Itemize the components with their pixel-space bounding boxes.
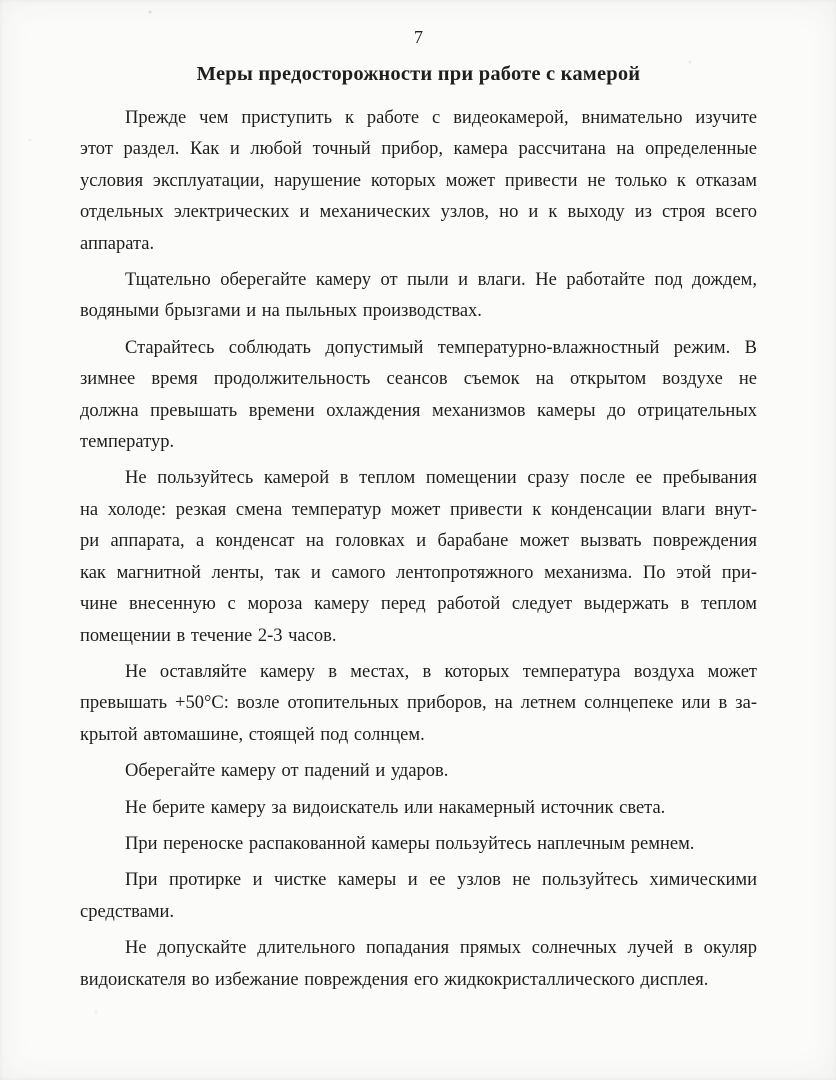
text-line: Прежде чем приступить к работе с видеокамерой, внимательно изучите (125, 108, 757, 128)
paragraph (80, 333, 757, 459)
text-line: средствами. (80, 901, 175, 922)
text-line: При переноске распакованной камеры пользуйтесь наплечным ремнем. (125, 833, 695, 854)
paragraph (80, 793, 757, 824)
text-line: Не пользуйтесь камерой в теплом помещении сразу после ее пребывания (125, 468, 757, 489)
text-line: водяными брызгами и на пыльных производствах. (80, 301, 482, 322)
page-number: 7 (414, 27, 423, 47)
text-line: этот раздел. Как и любой точный прибор, камера рассчитана на определенные (80, 139, 757, 160)
paragraph (80, 865, 757, 928)
text-line: крытой автомашине, стоящей под солнцем. (80, 724, 425, 745)
paragraph (80, 463, 757, 651)
text-line: зимнее время продолжительность сеансов съемок на открытом воздухе не (80, 369, 757, 390)
text-line: условия эксплуатации, нарушение которых может привести не только к отказам (80, 170, 757, 191)
paragraph (80, 829, 757, 860)
text-line: как магнитной ленты, так и самого лентопротяжного механизма. По этой при- (80, 562, 757, 583)
text-line: При протирке и чистке камеры и ее узлов не пользуйтесь химическими (125, 870, 757, 891)
paragraph (80, 103, 757, 260)
text-line: температур. (80, 432, 175, 453)
paragraph (80, 933, 757, 996)
text-line: помещении в течение 2-3 часов. (80, 625, 337, 646)
section-heading: Меры предосторожности при работе с камерой (196, 63, 641, 85)
paragraph (80, 657, 757, 751)
text-line: Не берите камеру за видоискатель или накамерный источник света. (125, 797, 666, 818)
text-line: чине внесенную с мороза камеру перед работой следует выдержать в теплом (80, 594, 757, 615)
text-line: Старайтесь соблюдать допустимый температурно-влажностный режим. В (125, 337, 757, 358)
text-line: превышать +50°С: возле отопительных приборов, на летнем солнцепеке или в за- (80, 693, 757, 714)
text-line: на холоде: резкая смена температур может привести к конденсации влаги внут- (80, 499, 757, 520)
text-line: должна превышать времени охлаждения механизмов камеры до отрицательных (80, 400, 757, 421)
paragraph (80, 265, 757, 328)
document-body (80, 103, 757, 996)
text-line: аппарата. (80, 233, 155, 254)
text-line: отдельных электрических и механических узлов, но и к выходу из строя всего (80, 202, 757, 223)
text-line: ри аппарата, а конденсат на головках и барабане может вызвать повреждения (80, 531, 757, 552)
paragraph (80, 756, 757, 787)
text-line: Не допускайте длительного попадания прямых солнечных лучей в окуляр (125, 938, 757, 959)
text-line: Оберегайте камеру от падений и ударов. (125, 761, 449, 782)
text-line: Не оставляйте камеру в местах, в которых температура воздуха может (125, 661, 757, 682)
text-line: видоискателя во избежание повреждения его жидкокристаллического дисплея. (80, 969, 709, 990)
text-line: Тщательно оберегайте камеру от пыли и влаги. Не работайте под дождем, (125, 270, 757, 291)
